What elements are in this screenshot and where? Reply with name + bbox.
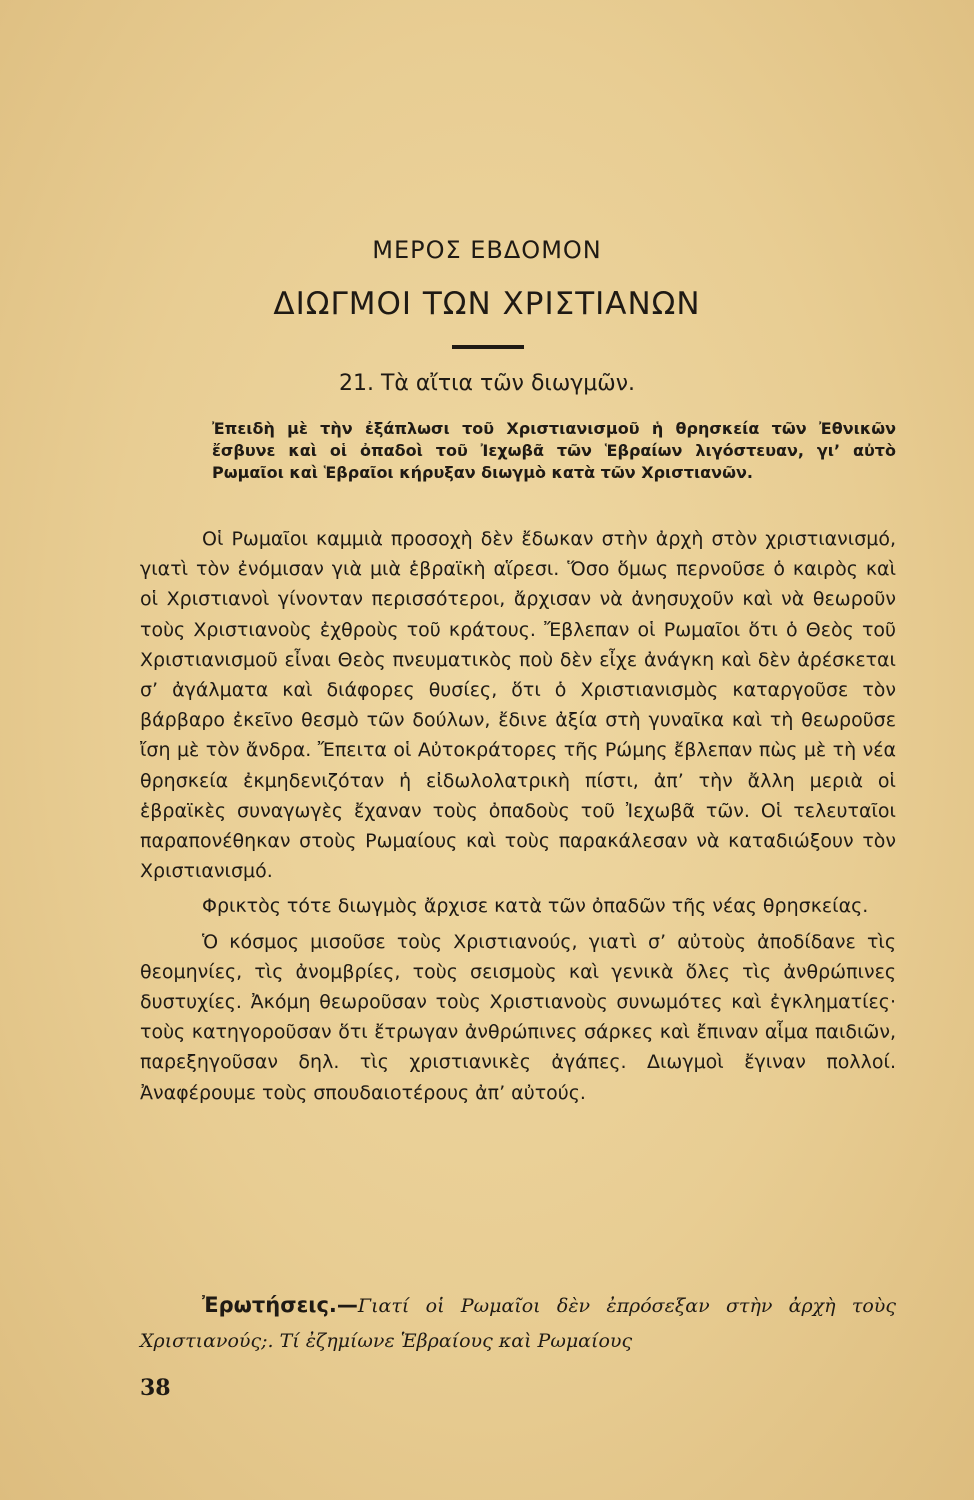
body-text [140,524,896,1113]
body-paragraph-3: Ὁ κόσμος μισοῦσε τοὺς Χριστιανούς, γιατὶ σ’ αὐτοὺς ἀποδίδανε τὶς θεομηνίες, τὶς ἀνομβρίες, τοὺς σεισμοὺς καὶ γενικὰ ὅλες τὶς ἀνθρώπινες δυστυχίες. Ἀκόμη θεωροῦσαν τοὺς Χριστιανοὺς συνωμότες καὶ ἐγκληματίες· τοὺς κατηγοροῦσαν ὅτι ἔτρωγαν ἀνθρώπινες σάρκες καὶ ἔπιναν αἷμα παιδιῶν, παρεξηγοῦσαν δηλ. τὶς χριστιανικὲς ἀγάπες. Διωγμοὶ ἔγιναν πολλοί. Ἀναφέρουμε τοὺς σπουδαιοτέρους ἀπ’ αὐτούς. [140,930,896,1104]
body-paragraph-2: Φρικτὸς τότε διωγμὸς ἄρχισε κατὰ τῶν ὀπαδῶν τῆς νέας θρησκείας. [202,895,869,918]
chapter-title: ΔΙΩΓΜΟΙ ΤΩΝ ΧΡΙΣΤΙΑΝΩΝ [273,286,701,322]
section-heading: 21. Τὰ αἴτια τῶν διωγμῶν. [338,371,636,396]
body-paragraph-1: Οἱ Ρωμαῖοι καμμιὰ προσοχὴ δὲν ἔδωκαν στὴν ἀρχὴ στὸν χριστιανισμό, γιατὶ τὸν ἐνόμισαν γιὰ μιὰ ἑβραϊκὴ αἵρεσι. Ὅσο ὅμως περνοῦσε ὁ καιρὸς καὶ οἱ Χριστιανοὶ γίνονταν περισσότεροι, ἄρχισαν νὰ ἀνησυχοῦν καὶ νὰ θεωροῦν τοὺς Χριστιανοὺς ἐχθροὺς τοῦ κράτους. Ἔβλεπαν οἱ Ρωμαῖοι ὅτι ὁ Θεὸς τοῦ Χριστιανισμοῦ εἶναι Θεὸς πνευματικὸς ποὺ δὲν εἶχε ἀνάγκη καὶ δὲν ἀρέσκεται σ’ ἀγάλματα καὶ διάφορες θυσίες, ὅτι ὁ Χριστιανισμὸς καταργοῦσε τὸν βάρβαρο ἐκεῖνο θεσμὸ τῶν δούλων, ἔδινε ἀξία στὴ γυναῖκα καὶ τὴ θεωροῦσε ἴση μὲ τὸν ἄνδρα. Ἔπειτα οἱ Αὐτοκράτορες τῆς Ρώμης ἔβλεπαν πὼς μὲ τὴ νέα θρησκεία ἐκμηδενιζόταν ἡ εἰδωλολατρικὴ πίστι, ἀπ’ τὴν ἄλλη μεριὰ οἱ ἑβραϊκὲς συναγωγὲς ἔχαναν τοὺς ὀπαδοὺς τοῦ Ἰεχωβᾶ τῶν. Οἱ τελευταῖοι παραπονέθηκαν στοὺς Ρωμαίους καὶ τοὺς παρακάλεσαν νὰ καταδιώξουν τὸν Χριστιανισμό. [140,528,896,883]
page-number: 38 [140,1375,171,1401]
questions-block [140,1288,896,1359]
section-summary: Ἐπειδὴ μὲ τὴν ἐξάπλωσι τοῦ Χριστιανισμοῦ ἡ θρησκεία τῶν Ἐθνικῶν ἔσβυνε καὶ οἱ ὀπαδοὶ τοῦ Ἰεχωβᾶ τῶν Ἑβραίων λιγόστευαν, γι’ αὐτὸ Ρωμαῖοι καὶ Ἑβραῖοι κήρυξαν διωγμὸ κατὰ τῶν Χριστιανῶν. [212,419,896,482]
part-heading: ΜΕΡΟΣ ΕΒΔΟΜΟΝ [372,236,602,264]
title-divider [452,345,524,349]
questions-label: Ἐρωτήσεις.— [202,1293,358,1317]
questions-text: Γιατί οἱ Ρωμαῖοι δὲν ἐπρόσεξαν στὴν ἀρχὴ τοὺς Χριστιανούς;. Τί ἐζημίωνε Ἑβραίους καὶ Ρωμαίους [140,1295,896,1352]
